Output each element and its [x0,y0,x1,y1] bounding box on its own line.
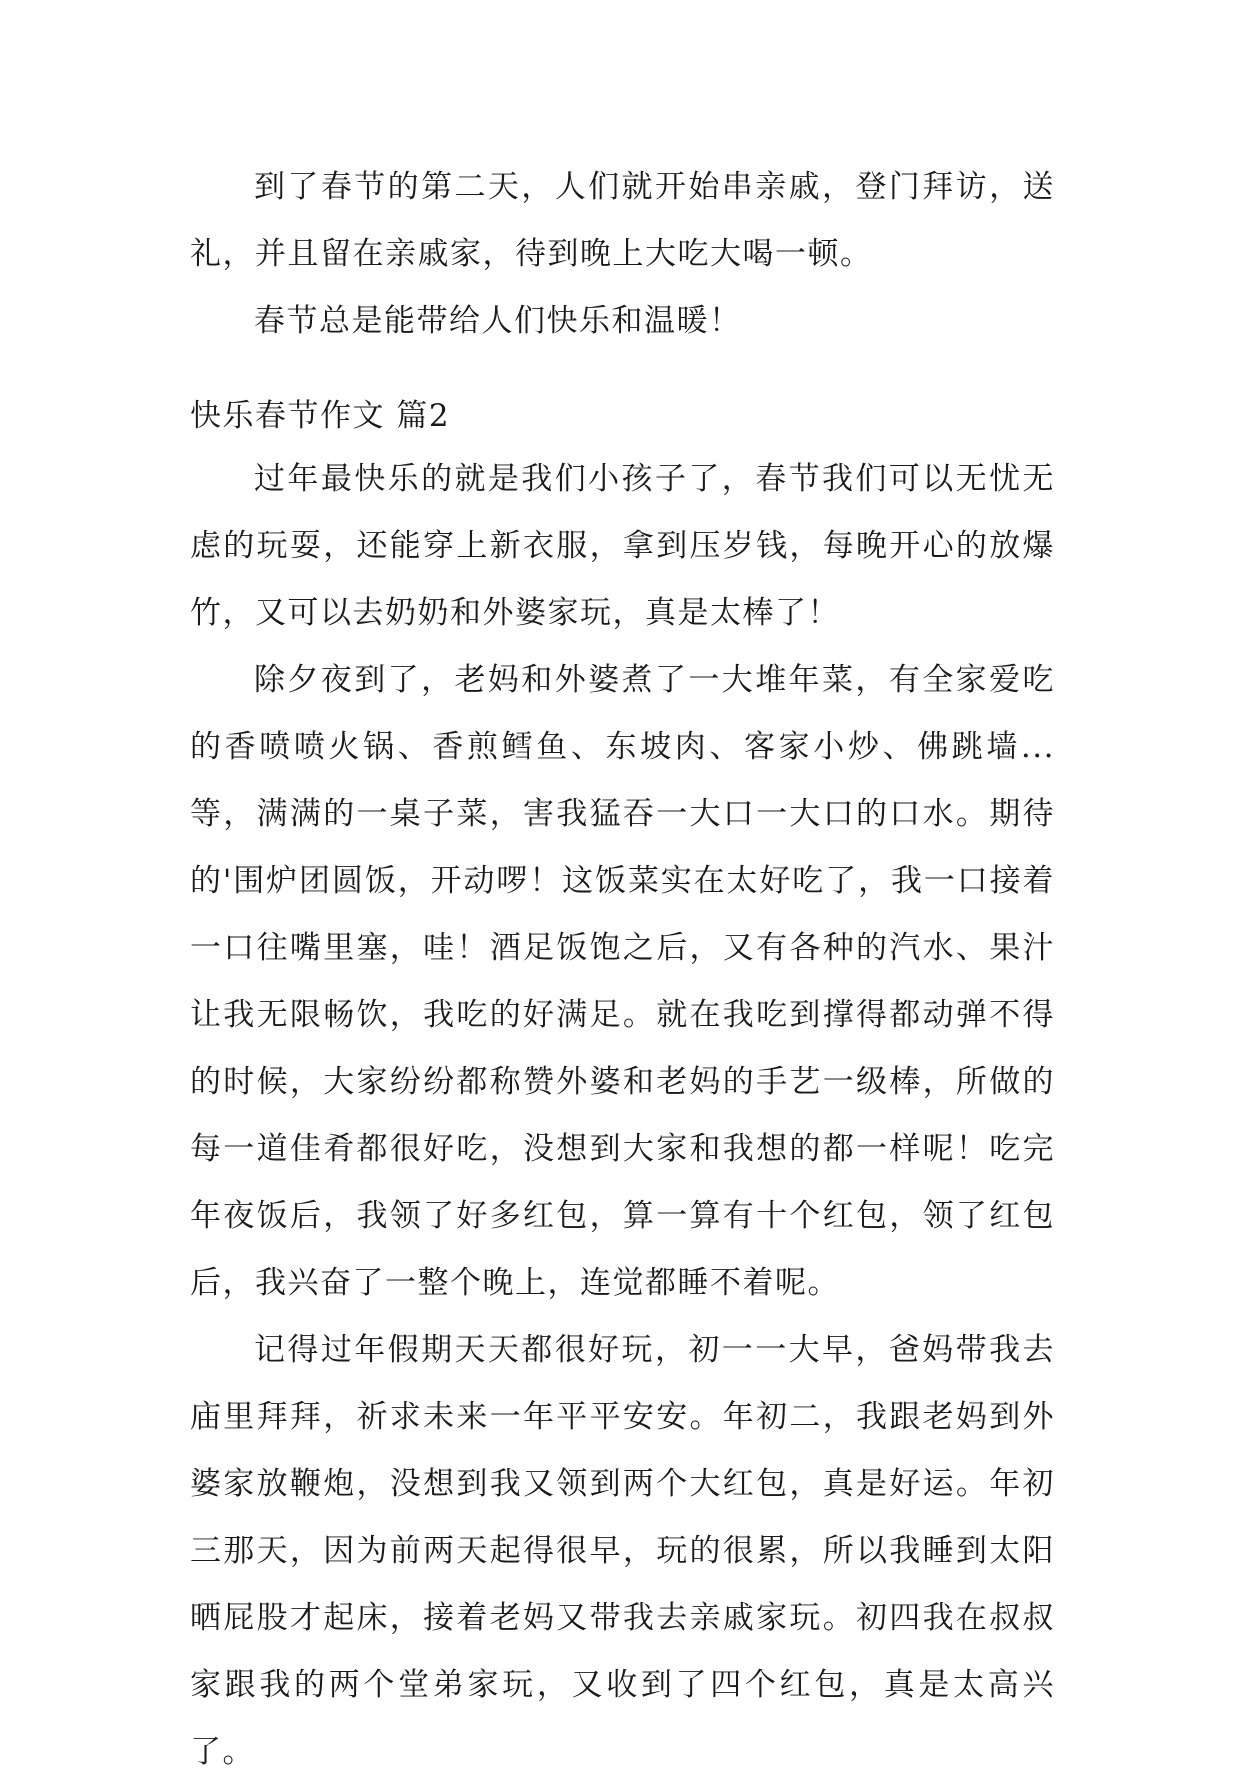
section-2-body [190,446,1055,1786]
section-1-body [190,154,1055,355]
section-heading: 快乐春节作文 篇2 [190,398,451,434]
paragraph: 过年最快乐的就是我们小孩子了，春节我们可以无忧无虑的玩耍，还能穿上新衣服，拿到压岁钱，每晚开心的放爆竹，又可以去奶奶和外婆家玩，真是太棒了！ [190,461,1055,631]
paragraph: 除夕夜到了，老妈和外婆煮了一大堆年菜，有全家爱吃的香喷喷火锅、香煎鳕鱼、东坡肉、客家小炒、佛跳墙...等，满满的一桌子菜，害我猛吞一大口一大口的口水。期待的'围炉团圆饭，开动啰！这饭菜实在太好吃了，我一口接着一口往嘴里塞，哇！酒足饭饱之后，又有各种的汽水、果汁让我无限畅饮，我吃的好满足。就在我吃到撑得都动弹不得的时候，大家纷纷都称赞外婆和老妈的手艺一级棒，所做的每一道佳肴都很好吃，没想到大家和我想的都一样呢！吃完年夜饭后，我领了好多红包，算一算有十个红包，领了红包后，我兴奋了一整个晚上，连觉都睡不着呢。 [190,662,1055,1301]
paragraph: 记得过年假期天天都很好玩，初一一大早，爸妈带我去庙里拜拜，祈求未来一年平平安安。年初二，我跟老妈到外婆家放鞭炮，没想到我又领到两个大红包，真是好运。年初三那天，因为前两天起得很早，玩的很累，所以我睡到太阳晒屁股才起床，接着老妈又带我去亲戚家玩。初四我在叔叔家跟我的两个堂弟家玩，又收到了四个红包，真是太高兴了。 [190,1332,1055,1770]
paragraph: 到了春节的第二天，人们就开始串亲戚，登门拜访，送礼，并且留在亲戚家，待到晚上大吃大喝一顿。 [190,169,1055,272]
paragraph: 春节总是能带给人们快乐和温暖！ [254,303,742,339]
